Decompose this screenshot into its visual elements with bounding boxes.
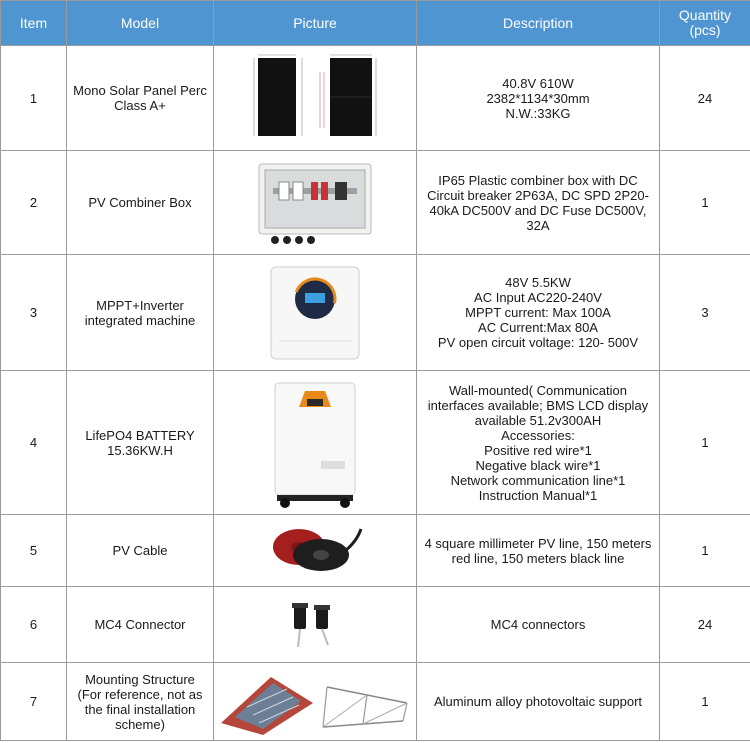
table-row: [1, 255, 750, 371]
item-number: 6: [1, 587, 67, 663]
header-quantity: Quantity (pcs): [660, 1, 750, 46]
quantity: 24: [660, 587, 750, 663]
item-number: 2: [1, 151, 67, 255]
quantity: 24: [660, 46, 750, 151]
header-picture: Picture: [214, 1, 417, 46]
item-number: 4: [1, 371, 67, 515]
table-row: [1, 151, 750, 255]
picture-cell: [214, 371, 417, 515]
model-name: PV Cable: [67, 515, 214, 587]
model-name: Mounting Structure (For reference, not as the final installation scheme): [67, 663, 214, 741]
description: 4 square millimeter PV line, 150 meters red line, 150 meters black line: [417, 515, 660, 587]
inverter-photo-icon: [265, 261, 365, 365]
mounting-structure-photo-icon: [217, 667, 413, 737]
model-name: MC4 Connector: [67, 587, 214, 663]
header-item: Item: [1, 1, 67, 46]
model-name: MPPT+Inverter integrated machine: [67, 255, 214, 371]
description: IP65 Plastic combiner box with DC Circuit breaker 2P63A, DC SPD 2P20- 40kA DC500V and DC Fuse DC500V, 32A: [417, 151, 660, 255]
picture-cell: [214, 587, 417, 663]
quantity: 3: [660, 255, 750, 371]
quantity: 1: [660, 663, 750, 741]
picture-cell: [214, 663, 417, 741]
table-row: [1, 515, 750, 587]
item-number: 3: [1, 255, 67, 371]
model-name: PV Combiner Box: [67, 151, 214, 255]
picture-cell: [214, 46, 417, 151]
description: Aluminum alloy photovoltaic support: [417, 663, 660, 741]
pv-cable-photo-icon: [265, 521, 365, 581]
item-number: 5: [1, 515, 67, 587]
item-number: 7: [1, 663, 67, 741]
model-name: LifePO4 BATTERY 15.36KW.H: [67, 371, 214, 515]
solar-panel-drawing-icon: [240, 52, 390, 144]
combiner-box-photo-icon: [255, 158, 375, 248]
header-model: Model: [67, 1, 214, 46]
quantity: 1: [660, 371, 750, 515]
picture-cell: [214, 515, 417, 587]
header-description: Description: [417, 1, 660, 46]
description: 48V 5.5KW AC Input AC220-240V MPPT current: Max 100A AC Current:Max 80A PV open circuit voltage: 120- 500V: [417, 255, 660, 371]
table-row: [1, 587, 750, 663]
description: MC4 connectors: [417, 587, 660, 663]
quantity: 1: [660, 515, 750, 587]
table-row: [1, 663, 750, 741]
item-number: 1: [1, 46, 67, 151]
description: 40.8V 610W 2382*1134*30mm N.W.:33KG: [417, 46, 660, 151]
quantity: 1: [660, 151, 750, 255]
header-row: [1, 1, 750, 46]
battery-photo-icon: [265, 377, 365, 509]
picture-cell: [214, 151, 417, 255]
mc4-connector-photo-icon: [280, 595, 350, 655]
table-row: [1, 46, 750, 151]
picture-cell: [214, 255, 417, 371]
description: Wall-mounted( Communication interfaces available; BMS LCD display available 51.2v300AH Accessories: Positive red wire*1 Negative black wire*1 Network communication line*1 Instruction Manual*1: [417, 371, 660, 515]
model-name: Mono Solar Panel Perc Class A+: [67, 46, 214, 151]
table-row: [1, 371, 750, 515]
